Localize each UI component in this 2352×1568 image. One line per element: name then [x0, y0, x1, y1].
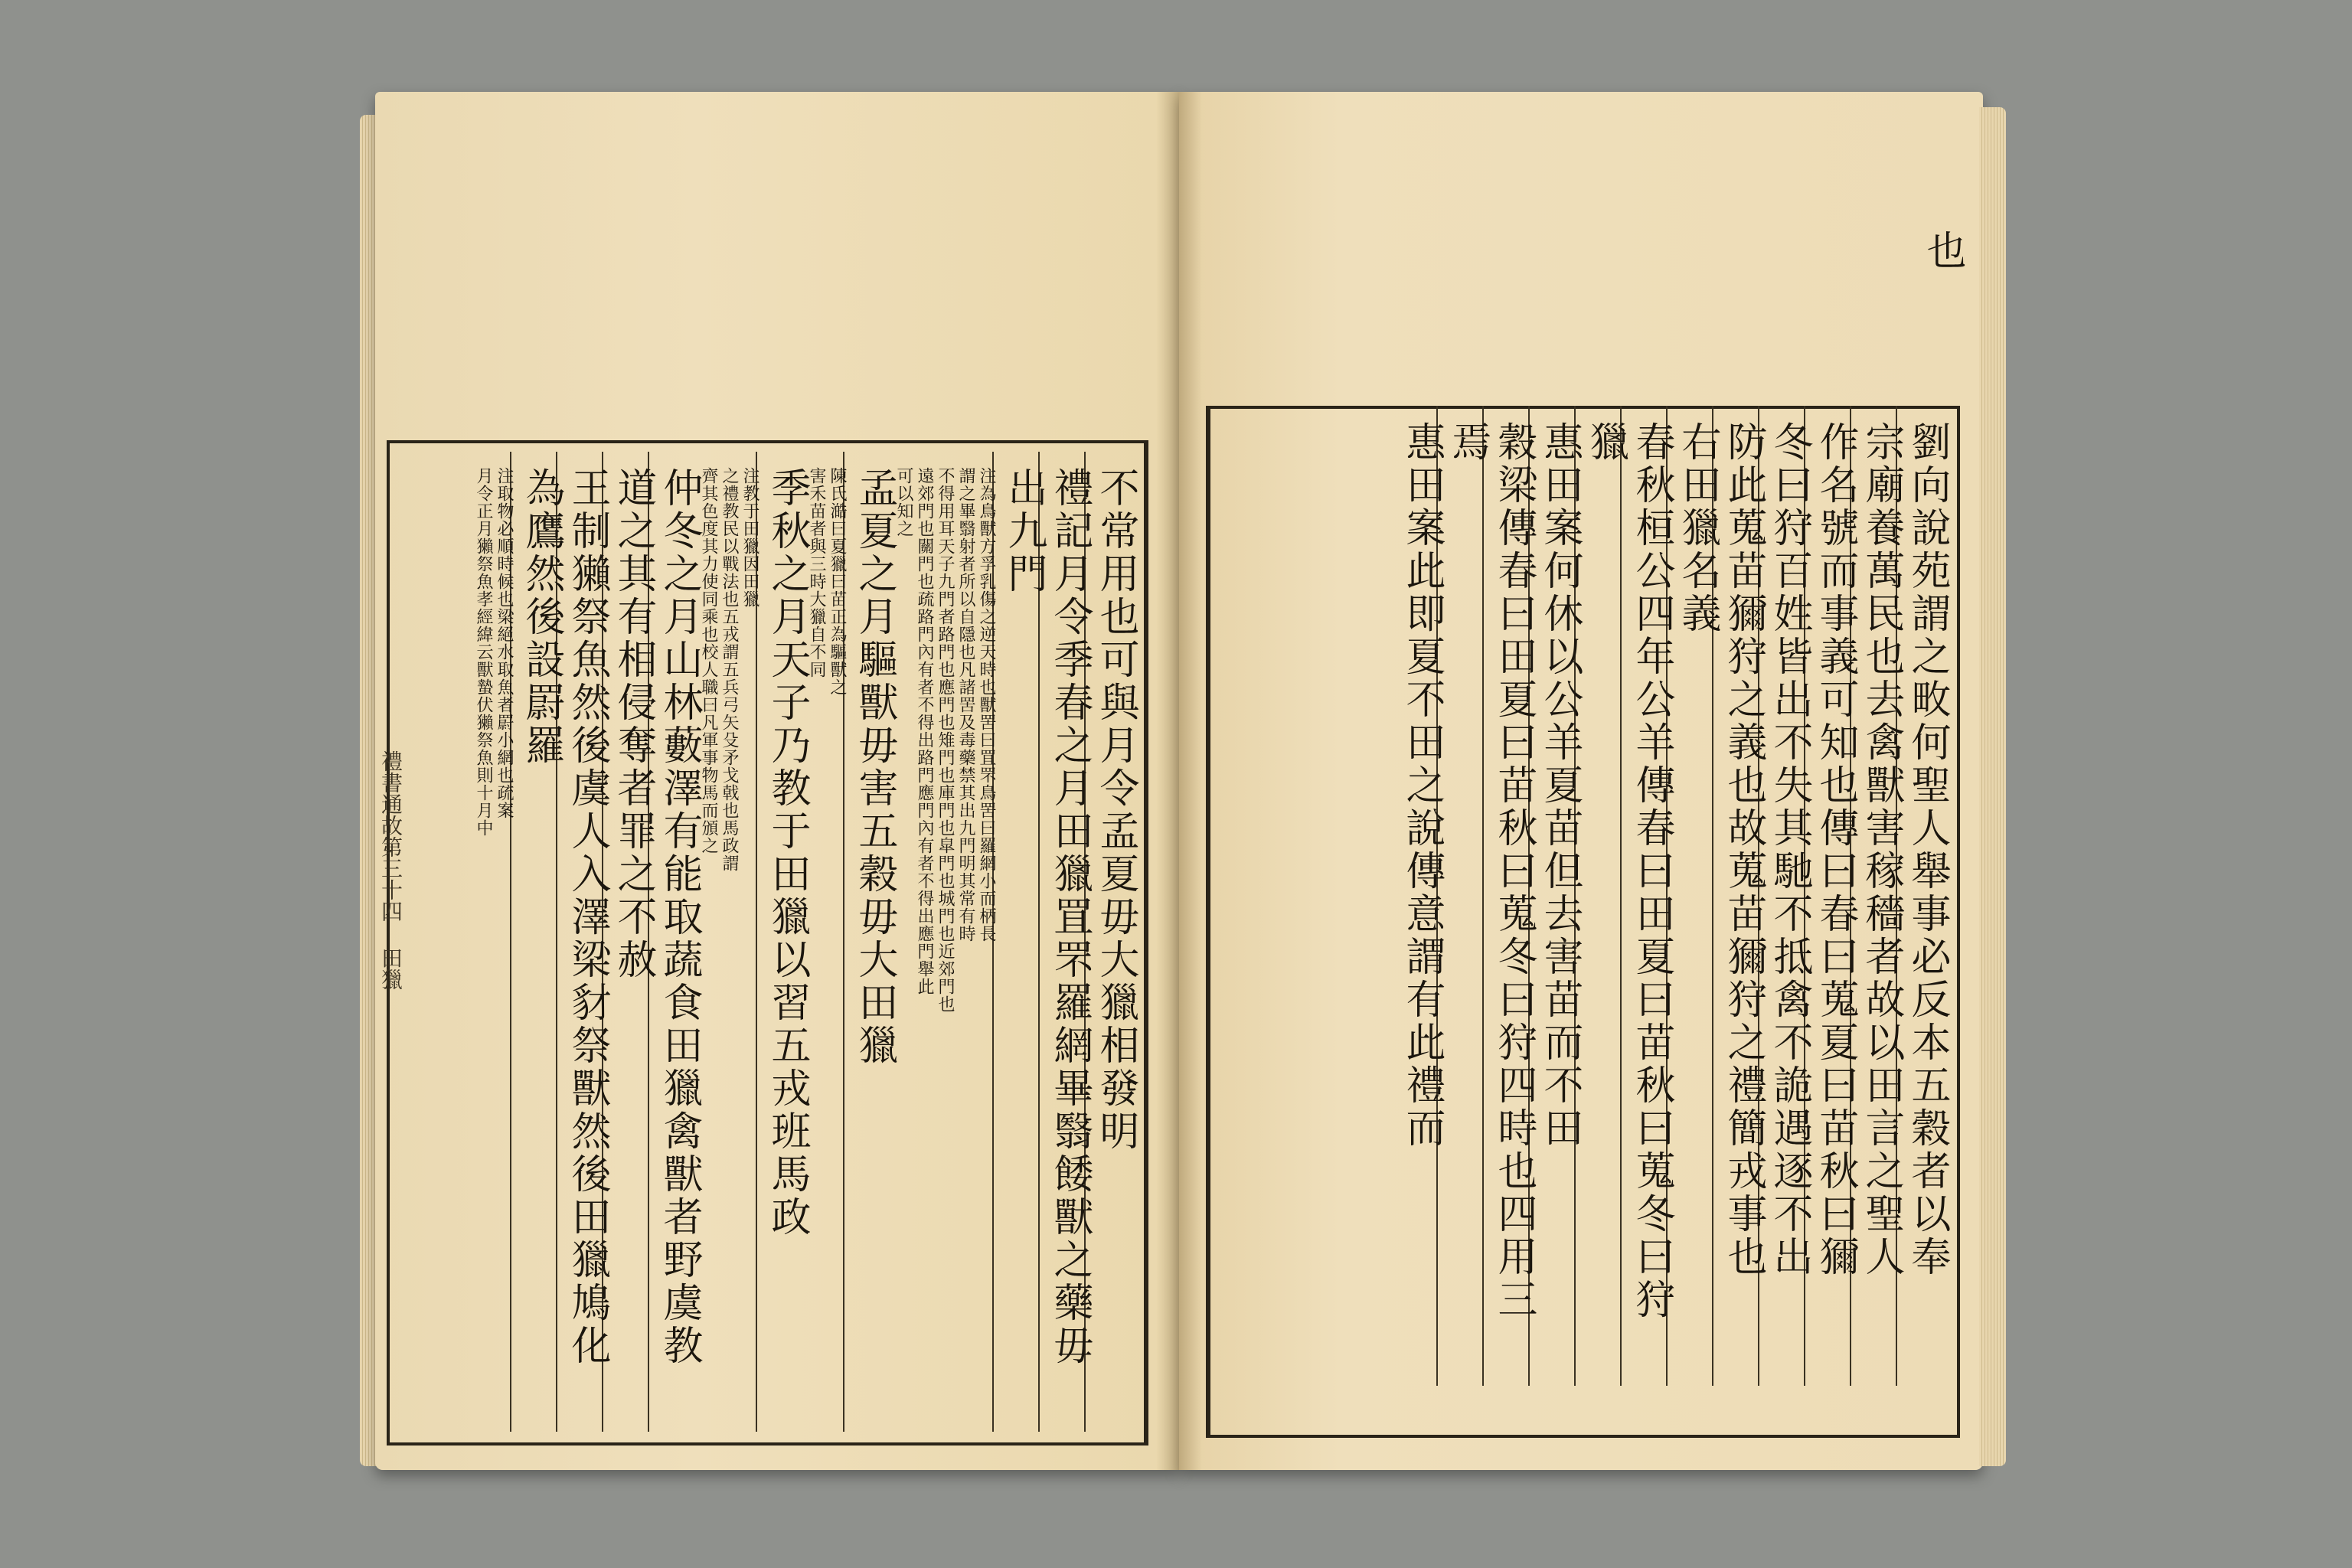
left-column-17: 王制獺祭魚然後虞人入澤梁豺祭獸然後田獵鳩化	[564, 467, 610, 1367]
left-column-18: 為鷹然後設罻羅	[518, 467, 564, 767]
left-column-4: 謂之畢翳射者所以自隱也凡諸罟及毒藥禁其出九門明其常有時	[956, 467, 975, 942]
left-column-5: 不得用耳天子九門者路門也應門也雉門也庫門也皐門也城門也近郊門也	[936, 467, 955, 1013]
right-column-10: 焉	[1445, 421, 1491, 464]
right-column-8: 惠田案何休以公羊夏苗但去害苗而不田	[1537, 421, 1583, 1150]
right-page-edges	[1979, 107, 2006, 1466]
right-column-2: 作名號而事義可知也傳曰春曰蒐夏曰苗秋曰獮	[1812, 421, 1858, 1279]
left-column-rule	[1038, 452, 1040, 1432]
right-column-rule	[1620, 406, 1622, 1386]
left-column-11: 季秋之月天子乃教于田獵以習五戎班馬政	[764, 467, 810, 1239]
right-column-6: 春秋桓公四年公羊傳春曰田夏曰苗秋曰蒐冬曰狩	[1628, 421, 1674, 1321]
left-column-14: 齊其色度其力使同乘也校人職曰凡軍事物馬而頒之	[699, 467, 718, 854]
left-column-20: 月令正月獺祭魚孝經緯云獸蟄伏獺祭魚則十月中	[474, 467, 493, 837]
left-column-10: 害禾苗者與三時大獵自不同	[807, 467, 826, 678]
left-column-7: 可以知之	[894, 467, 913, 537]
page-top-character: 也	[1919, 230, 1965, 273]
left-column-8: 孟夏之月驅獸毋害五穀毋大田獵	[851, 467, 897, 1067]
right-column-3: 冬曰狩百姓皆出不失其馳不抵禽不詭遇逐不出	[1766, 421, 1812, 1279]
left-column-6: 遠郊門也關門也疏路門內有者不得出路門應門內有者不得出應門舉此	[915, 467, 934, 995]
right-column-7: 獵	[1583, 421, 1628, 464]
left-column-2: 出九門	[1001, 467, 1047, 596]
left-column-1: 禮記月令季春之月田獵罝罘羅網畢翳餧獸之藥毋	[1047, 467, 1093, 1367]
right-column-4: 防此蒐苗獮狩之義也故蒐苗獮狩之禮簡戎事也	[1720, 421, 1766, 1279]
left-column-12: 注教于田獵因田獵	[740, 467, 760, 608]
left-column-9: 陳氏澔曰夏獵曰苗正為驅獸之	[828, 467, 847, 696]
left-column-13: 之禮教民以戰法也五戎謂五兵弓矢殳矛戈戟也馬政謂	[720, 467, 739, 872]
right-column-5: 右田獵名義	[1674, 421, 1720, 635]
right-column-9: 穀梁傳春曰田夏曰苗秋曰蒐冬曰狩四時也四用三	[1491, 421, 1537, 1321]
right-column-0: 劉向說苑謂之畋何聖人舉事必反本五穀者以奉	[1904, 421, 1950, 1279]
right-column-11: 惠田案此即夏不田之說傳意謂有此禮而	[1399, 421, 1445, 1150]
left-column-16: 道之其有相侵奪者罪之不赦	[610, 467, 656, 982]
left-column-3: 注為鳥獸方孚乳傷之逆天時也獸罟曰罝罘鳥罟曰羅網小而柄長	[977, 467, 996, 942]
left-column-15: 仲冬之月山林藪澤有能取蔬食田獵禽獸者野虞教	[656, 467, 702, 1367]
left-column-19: 注取物必順時候也梁絕水取魚者罻小網也疏案	[495, 467, 514, 819]
book-gutter	[1156, 92, 1202, 1470]
open-book	[360, 92, 2006, 1493]
right-column-rule	[1482, 406, 1484, 1386]
left-column-0: 不常用也可與月令孟夏毋大獵相發明	[1093, 467, 1138, 1153]
right-column-1: 宗廟養萬民也去禽獸害稼穡者故以田言之聖人	[1858, 421, 1904, 1279]
running-title: 禮書通故第三十四 田獵	[378, 750, 403, 990]
